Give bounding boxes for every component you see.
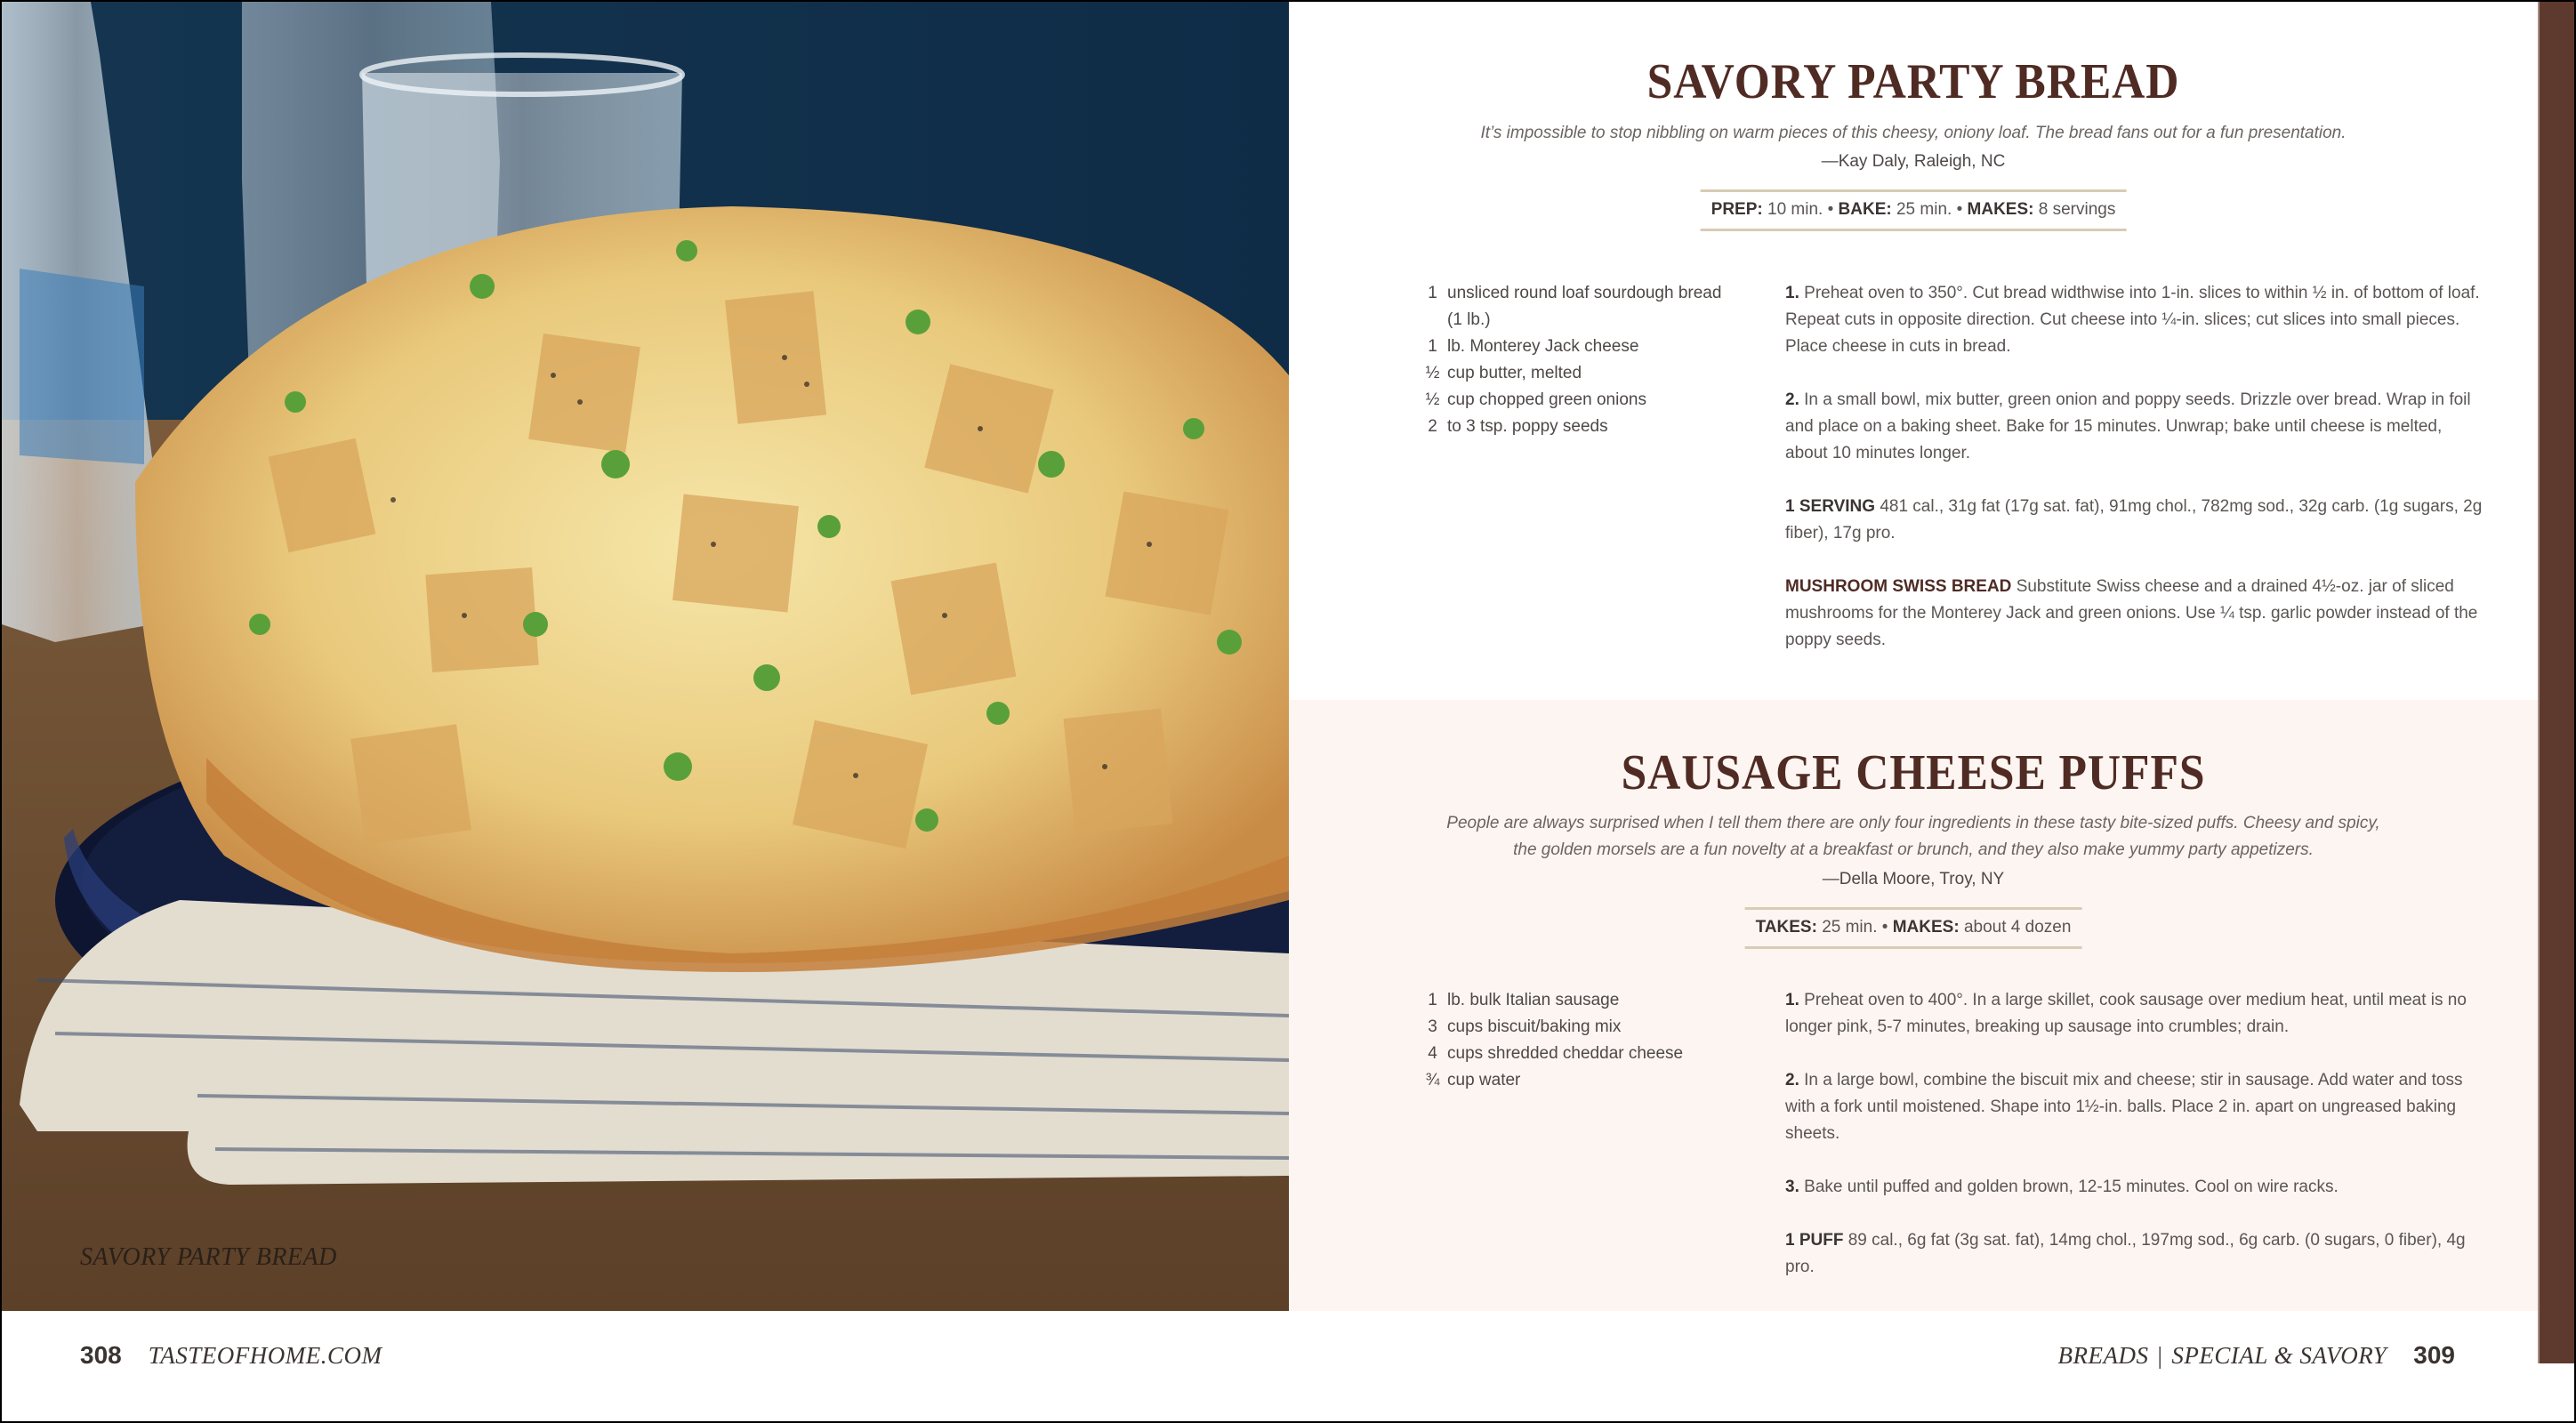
step-text: Preheat oven to 400°. In a large skillet, cook sausage over medium heat, until meat is no longer pink, 5-7 minutes, breaking up sausage into crumbles; drain. [1785,991,2467,1036]
section-name: BREADS [2057,1342,2149,1369]
direction-step [1785,387,2488,467]
running-head-left: TASTEOFHOME.COM [148,1342,382,1369]
directions [1785,280,2488,680]
recipe-variation [1785,574,2488,654]
ingredient-text: lb. Monterey Jack cheese [1447,337,1639,356]
step-number: 2. [1785,1071,1799,1089]
step-number: 2. [1785,390,1799,409]
ingredient-item [1418,360,1738,387]
bake-label: BAKE: [1838,200,1892,219]
subsection-name: SPECIAL & SAVORY [2171,1342,2387,1369]
bullet-separator: • [1827,200,1834,219]
ingredient-text: cup chopped green onions [1447,390,1646,409]
bullet-separator: • [1956,200,1963,219]
page-number-left: 308 [80,1341,122,1369]
ingredient-text: to 3 tsp. poppy seeds [1447,417,1608,436]
nutrition-text: 481 cal., 31g fat (17g sat. fat), 91mg chol., 782mg sod., 32g carb. (1g sugars, 2g fiber), 17g pro. [1785,497,2483,543]
prep-value: 10 min. [1767,200,1823,219]
recipe-savory-party-bread [1289,2,2538,700]
recipe-title: SAUSAGE CHEESE PUFFS [1621,745,2206,800]
bread-photo-illustration [2,2,1289,1311]
right-page-footer [2058,1341,2455,1370]
ingredient-item [1418,334,1738,360]
makes-label: MAKES: [1892,918,1960,937]
ingredient-item [1418,414,1738,440]
ingredient-qty: ¾ [1425,1071,1440,1089]
recipe-title: SAVORY PARTY BREAD [1646,54,2180,109]
ingredient-text: cups shredded cheddar cheese [1447,1044,1684,1063]
makes-value: about 4 dozen [1963,918,2072,937]
recipe-intro-line-1: People are always surprised when I tell them there are only four ingredients in these tasty bite-sized puffs. Cheesy and spicy, [1446,814,2380,832]
ingredient-text: cup water [1447,1071,1521,1089]
ingredient-text: unsliced round loaf sourdough bread (1 lb.) [1447,284,1722,329]
nutrition-label: 1 SERVING [1785,497,1876,516]
ingredient-qty: ½ [1425,390,1440,409]
ingredient-qty: 1 [1428,337,1437,356]
step-text: Bake until puffed and golden brown, 12-15 minutes. Cool on wire racks. [1804,1178,2339,1196]
running-head-right [2058,1342,2387,1370]
ingredient-item [1418,1067,1738,1094]
ingredient-qty: 3 [1428,1017,1437,1036]
nutrition-facts [1785,1227,2488,1281]
ingredient-qty: ½ [1425,364,1440,382]
direction-step [1785,987,2488,1041]
ingredient-text: cups biscuit/baking mix [1447,1017,1622,1036]
prep-label: PREP: [1711,200,1763,219]
recipe-intro-line-2: the golden morsels are a fun novelty at a breakfast or brunch, and they also make yummy party appetizers. [1513,840,2314,859]
step-number: 1. [1785,991,1799,1009]
bake-value: 25 min. [1896,200,1952,219]
ingredient-item [1418,387,1738,414]
nutrition-facts [1785,494,2488,547]
recipe-author: —Kay Daly, Raleigh, NC [1821,152,2006,171]
ingredient-item [1418,280,1738,334]
step-text: Preheat oven to 350°. Cut bread widthwise into 1-in. slices to within ½ in. of bottom of loaf. Repeat cuts in opposite direction. Cut cheese into ¼-in. slices; cut slices into small pieces. Place cheese in cuts in bread. [1785,284,2480,356]
recipe-author: —Della Moore, Troy, NY [1822,870,2005,888]
recipe-sausage-cheese-puffs [1289,700,2538,1311]
step-text: In a large bowl, combine the biscuit mix and cheese; stir in sausage. Add water and toss with a fork until moistened. Shape into 1½-in. balls. Place 2 in. apart on ungreased baking sheets. [1785,1071,2463,1143]
direction-step [1785,280,2488,360]
recipe-time-info [1701,189,2127,231]
bullet-separator: • [1881,918,1888,937]
separator: | [2157,1342,2163,1369]
step-text: In a small bowl, mix butter, green onion and poppy seeds. Drizzle over bread. Wrap in foil and place on a baking sheet. Bake for 15 minutes. Unwrap; bake until cheese is melted, about 10 minutes longer. [1785,390,2471,462]
direction-step [1785,1067,2488,1147]
ingredient-qty: 2 [1428,417,1437,436]
ingredient-item [1418,1041,1738,1067]
ingredient-list [1418,987,1738,1094]
direction-step [1785,1174,2488,1201]
ingredient-item [1418,987,1738,1014]
photo-caption: SAVORY PARTY BREAD [80,1243,337,1271]
ingredient-text: cup butter, melted [1447,364,1582,382]
makes-value: 8 servings [2038,200,2116,219]
ingredient-qty: 1 [1428,991,1437,1009]
takes-value: 25 min. [1822,918,1878,937]
ingredient-qty: 1 [1428,284,1437,302]
ingredient-qty: 4 [1428,1044,1437,1063]
directions [1785,987,2488,1307]
step-number: 1. [1785,284,1799,302]
ingredient-text: lb. bulk Italian sausage [1447,991,1620,1009]
takes-label: TAKES: [1755,918,1817,937]
recipe-photo [2,2,1289,1311]
nutrition-text: 89 cal., 6g fat (3g sat. fat), 14mg chol., 197mg sod., 6g carb. (0 sugars, 0 fiber), 4g pro. [1785,1231,2466,1276]
recipe-intro: It’s impossible to stop nibbling on warm pieces of this cheesy, oniony loaf. The bread fans out for a fun presentation. [1480,124,2347,142]
nutrition-label: 1 PUFF [1785,1231,1844,1250]
ingredient-item [1418,1014,1738,1041]
page-number-right: 309 [2413,1341,2455,1369]
ingredient-list [1418,280,1738,440]
cookbook-spread [2,2,2574,1421]
left-page-footer [80,1341,382,1370]
variation-label: MUSHROOM SWISS BREAD [1785,577,2012,596]
makes-label: MAKES: [1967,200,2034,219]
step-number: 3. [1785,1178,1799,1196]
recipe-time-info [1745,907,2082,949]
variation-text: Substitute Swiss cheese and a drained 4½-oz. jar of sliced mushrooms for the Monterey Jack and green onions. Use ¼ tsp. garlic powder instead of the poppy seeds. [1785,577,2478,649]
chapter-edge-tab [2538,2,2574,1363]
